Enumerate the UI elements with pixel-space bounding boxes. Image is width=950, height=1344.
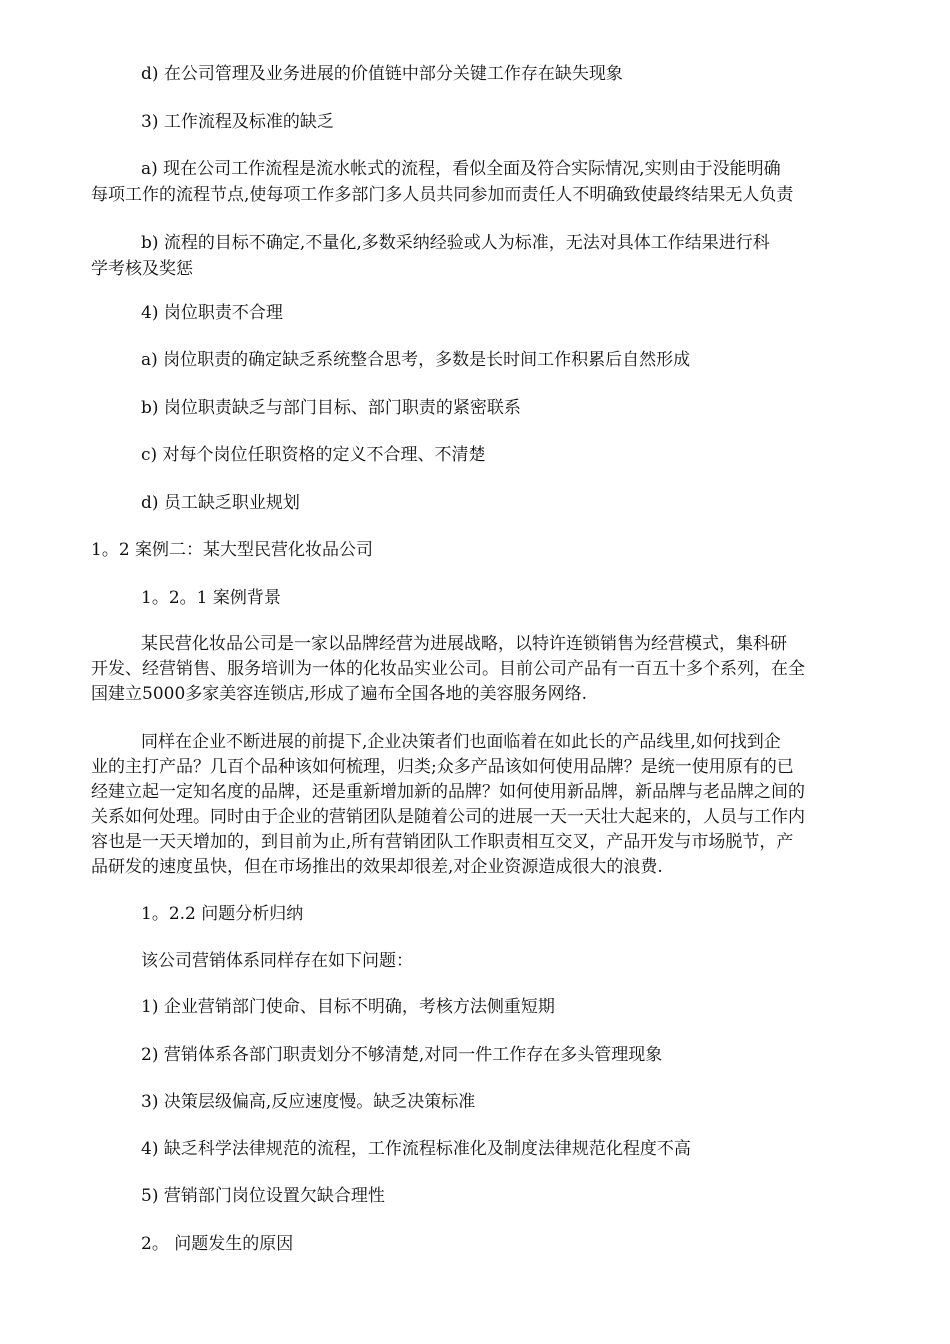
text-line: 该公司营销体系同样存在如下问题： — [141, 951, 413, 971]
section-heading: 4) 岗位职责不合理 — [141, 303, 283, 323]
list-item: 4) 缺乏科学法律规范的流程，工作流程标准化及制度法律规范化程度不高 — [141, 1139, 691, 1159]
text-line: 每项工作的流程节点,使每项工作多部门多人员共同参加而责任人不明确致使最终结果无人负责 — [91, 185, 794, 205]
text-line: d) 员工缺乏职业规划 — [141, 493, 300, 513]
text-line: a) 现在公司工作流程是流水帐式的流程，看似全面及符合实际情况,实则由于没能明确 — [141, 159, 781, 179]
subsection-heading: 1。2.2 问题分析归纳 — [141, 904, 304, 924]
list-item: 5) 营销部门岗位设置欠缺合理性 — [141, 1186, 385, 1206]
text-line: 品研发的速度虽快，但在市场推出的效果却很差,对企业资源造成很大的浪费. — [91, 857, 663, 877]
text-line: 同样在企业不断进展的前提下,企业决策者们也面临着在如此长的产品线里,如何找到企 — [141, 732, 781, 752]
text-line: 开发、经营销售、服务培训为一体的化妆品实业公司。目前公司产品有一百五十多个系列，在全 — [91, 659, 805, 679]
section-heading: 2。 问题发生的原因 — [141, 1234, 294, 1254]
text-line: 关系如何处理。同时由于企业的营销团队是随着公司的进展一天一天壮大起来的，人员与工作内 — [91, 807, 805, 827]
text-line: 经建立起一定知名度的品牌，还是重新增加新的品牌？如何使用新品牌，新品牌与老品牌之间的 — [91, 782, 805, 802]
list-item: 1) 企业营销部门使命、目标不明确，考核方法侧重短期 — [141, 997, 555, 1017]
list-item: 2) 营销体系各部门职责划分不够清楚,对同一件工作存在多头管理现象 — [141, 1045, 663, 1065]
text-line: 业的主打产品？几百个品种该如何梳理，归类;众多产品该如何使用品牌？是统一使用原有的已 — [91, 757, 794, 777]
text-line: b) 岗位职责缺乏与部门目标、部门职责的紧密联系 — [141, 398, 521, 418]
text-line: 国建立5000多家美容连锁店,形成了遍布全国各地的美容服务网络. — [91, 684, 588, 704]
subsection-heading: 1。2。1 案例背景 — [141, 588, 281, 608]
text-line: 容也是一天天增加的，到目前为止,所有营销团队工作职责相互交叉，产品开发与市场脱节，产 — [91, 832, 794, 852]
list-item: 3) 决策层级偏高,反应速度慢。缺乏决策标准 — [141, 1092, 476, 1112]
text-line: 学考核及奖惩 — [91, 259, 193, 279]
text-line: 某民营化妆品公司是一家以品牌经营为进展战略，以特许连锁销售为经营模式，集科研 — [141, 634, 787, 654]
text-line: d) 在公司管理及业务进展的价值链中部分关键工作存在缺失现象 — [141, 64, 623, 84]
text-line: b) 流程的目标不确定,不量化,多数采纳经验或人为标准，无法对具体工作结果进行科 — [141, 233, 770, 253]
text-line: a) 岗位职责的确定缺乏系统整合思考，多数是长时间工作积累后自然形成 — [141, 350, 691, 370]
case-heading: 1。2 案例二：某大型民营化妆品公司 — [91, 540, 374, 560]
section-heading: 3) 工作流程及标准的缺乏 — [141, 112, 334, 132]
text-line: c) 对每个岗位任职资格的定义不合理、不清楚 — [141, 445, 486, 465]
